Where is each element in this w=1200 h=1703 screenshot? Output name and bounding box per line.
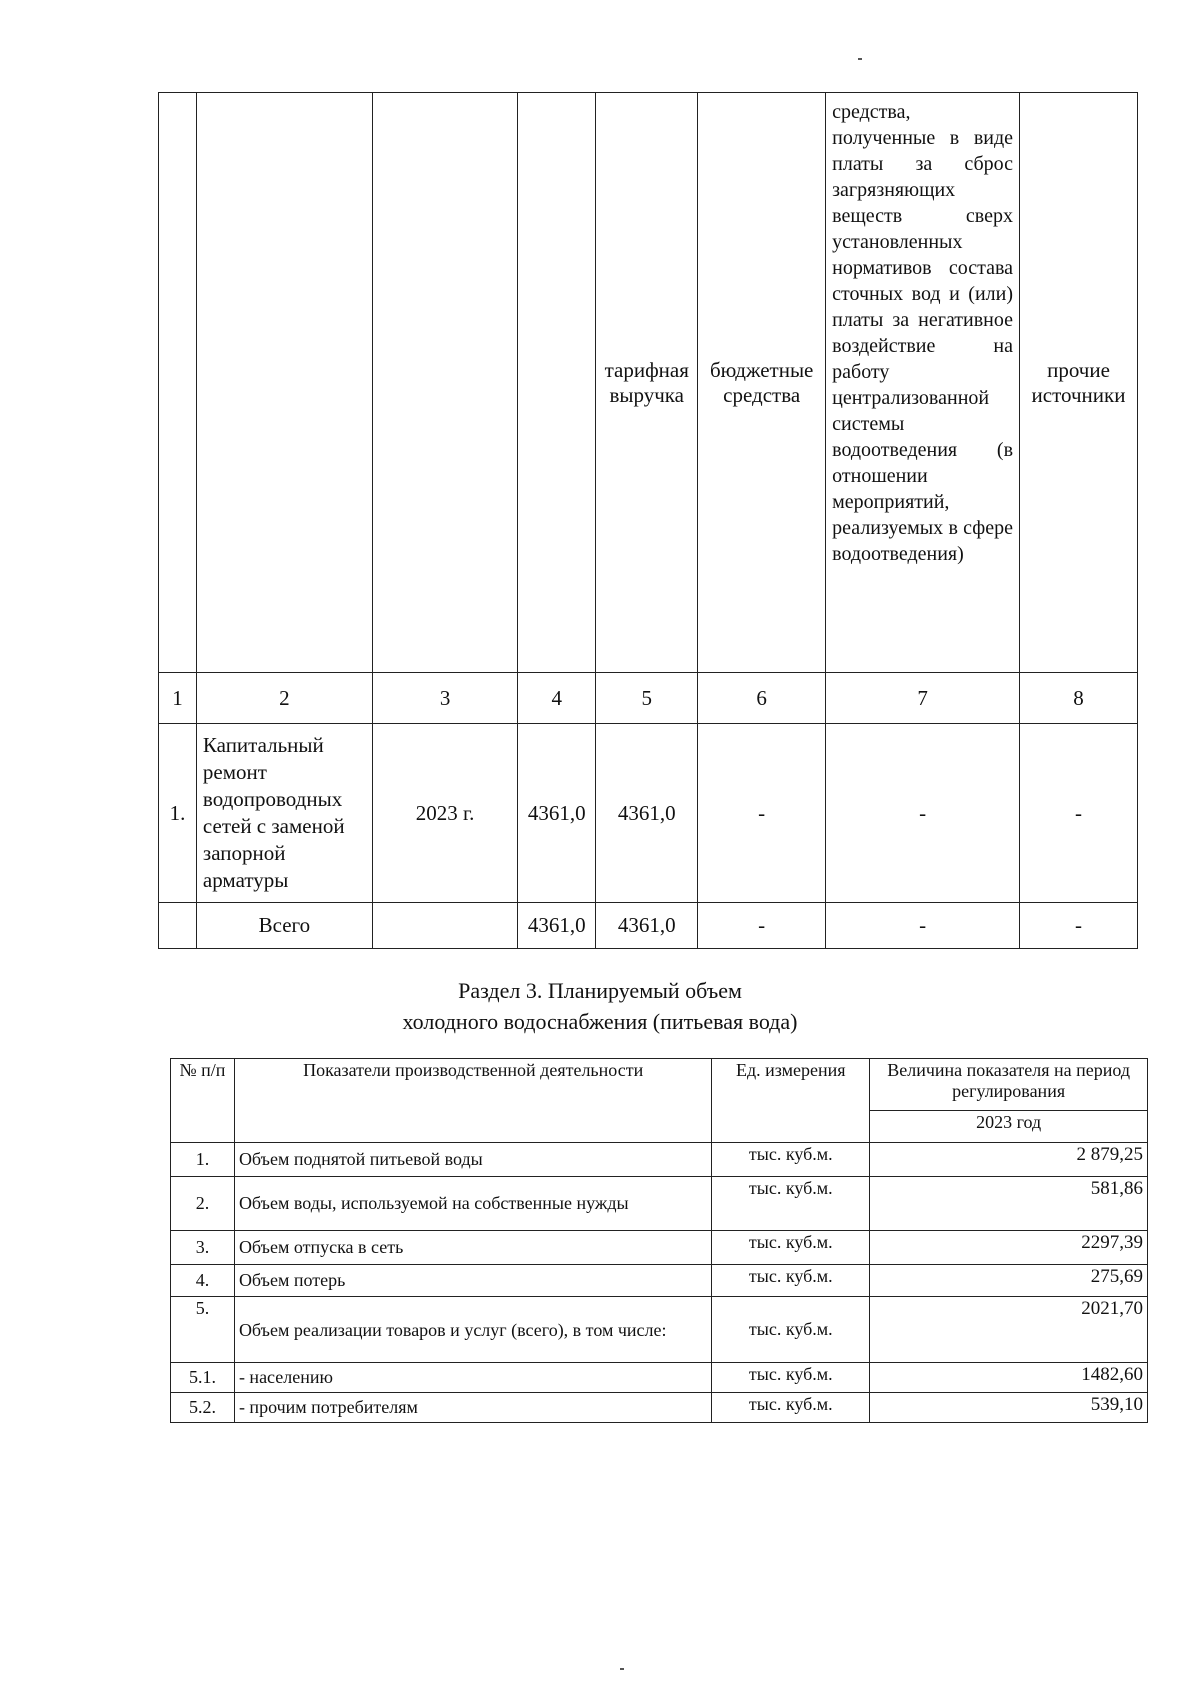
row-number: 5.1. <box>171 1363 235 1393</box>
row-unit: тыс. куб.м. <box>712 1177 870 1231</box>
column-number: 1 <box>159 673 197 724</box>
header-unit: Ед. измерения <box>712 1059 870 1143</box>
total-tariff: 4361,0 <box>596 903 698 949</box>
column-number: 3 <box>372 673 518 724</box>
column-number: 7 <box>826 673 1020 724</box>
measure-year: 2023 г. <box>372 724 518 903</box>
header-tariff-revenue: тарифная выручка <box>596 93 698 673</box>
scan-mark <box>858 58 862 60</box>
table-row <box>171 1363 1148 1393</box>
row-label: Объем реализации товаров и услуг (всего), в том числе: <box>234 1297 711 1363</box>
table-row <box>171 1265 1148 1297</box>
column-number: 2 <box>196 673 372 724</box>
row-unit: тыс. куб.м. <box>712 1265 870 1297</box>
table-row <box>171 1297 1148 1363</box>
header-cell-empty <box>196 93 372 673</box>
row-label: - прочим потребителям <box>234 1393 711 1423</box>
row-number: 1. <box>171 1143 235 1177</box>
measure-fees: - <box>826 724 1020 903</box>
total-label: Всего <box>196 903 372 949</box>
row-number: 3. <box>171 1231 235 1265</box>
section-title <box>0 975 1200 1037</box>
row-unit: тыс. куб.м. <box>712 1143 870 1177</box>
row-number: 5.2. <box>171 1393 235 1423</box>
total-empty <box>159 903 197 949</box>
row-unit: тыс. куб.м. <box>712 1393 870 1423</box>
measure-other: - <box>1020 724 1138 903</box>
header-num: № п/п <box>171 1059 235 1143</box>
measure-total: 4361,0 <box>518 724 596 903</box>
total-empty <box>372 903 518 949</box>
row-unit: тыс. куб.м. <box>712 1363 870 1393</box>
row-unit: тыс. куб.м. <box>712 1231 870 1265</box>
row-label: Объем воды, используемой на собственные нужды <box>234 1177 711 1231</box>
row-number: 1. <box>159 724 197 903</box>
column-number: 8 <box>1020 673 1138 724</box>
section-title-line1: Раздел 3. Планируемый объем <box>458 978 742 1003</box>
water-volume-table <box>170 1058 1148 1423</box>
header-year: 2023 год <box>870 1111 1148 1143</box>
row-unit: тыс. куб.м. <box>712 1297 870 1363</box>
column-number: 4 <box>518 673 596 724</box>
total-budget: - <box>698 903 826 949</box>
table-row <box>171 1177 1148 1231</box>
header-budget-funds: бюджетные средства <box>698 93 826 673</box>
row-number: 2. <box>171 1177 235 1231</box>
row-number: 5. <box>171 1297 235 1363</box>
row-number: 4. <box>171 1265 235 1297</box>
scan-mark <box>620 1668 624 1670</box>
header-cell-empty <box>518 93 596 673</box>
row-label: Объем потерь <box>234 1265 711 1297</box>
header-cell-empty <box>372 93 518 673</box>
row-value: 275,69 <box>870 1265 1148 1297</box>
financing-table <box>158 92 1138 949</box>
total-total: 4361,0 <box>518 903 596 949</box>
table-row <box>159 724 1138 903</box>
row-value: 2021,70 <box>870 1297 1148 1363</box>
table-row <box>171 1231 1148 1265</box>
measure-tariff: 4361,0 <box>596 724 698 903</box>
total-row <box>159 903 1138 949</box>
column-number: 5 <box>596 673 698 724</box>
measure-name: Капитальный ремонт водопроводных сетей с заменой запорной арматуры <box>196 724 372 903</box>
header-value: Величина показателя на период регулирования <box>870 1059 1148 1111</box>
row-value: 1482,60 <box>870 1363 1148 1393</box>
table-header-row <box>171 1059 1148 1111</box>
header-cell-empty <box>159 93 197 673</box>
row-value: 539,10 <box>870 1393 1148 1423</box>
row-label: - населению <box>234 1363 711 1393</box>
table-header-row <box>159 93 1138 673</box>
row-value: 581,86 <box>870 1177 1148 1231</box>
header-pollution-fees: средства, полученные в виде платы за сброс загрязняющих веществ сверх установленных нормативов состава сточных вод и (или) платы за негативное воздействие на работу централизованной системы водоотведения (в отношении мероприятий, реализуемых в сфере водоотведения) <box>826 93 1020 673</box>
table-row <box>171 1393 1148 1423</box>
measure-budget: - <box>698 724 826 903</box>
table-row <box>171 1143 1148 1177</box>
total-fees: - <box>826 903 1020 949</box>
column-number: 6 <box>698 673 826 724</box>
row-value: 2 879,25 <box>870 1143 1148 1177</box>
header-other-sources: прочие источники <box>1020 93 1138 673</box>
row-label: Объем поднятой питьевой воды <box>234 1143 711 1177</box>
section-title-line2: холодного водоснабжения (питьевая вода) <box>402 1009 798 1034</box>
header-indicator: Показатели производственной деятельности <box>234 1059 711 1143</box>
row-value: 2297,39 <box>870 1231 1148 1265</box>
row-label: Объем отпуска в сеть <box>234 1231 711 1265</box>
total-other: - <box>1020 903 1138 949</box>
column-number-row <box>159 673 1138 724</box>
